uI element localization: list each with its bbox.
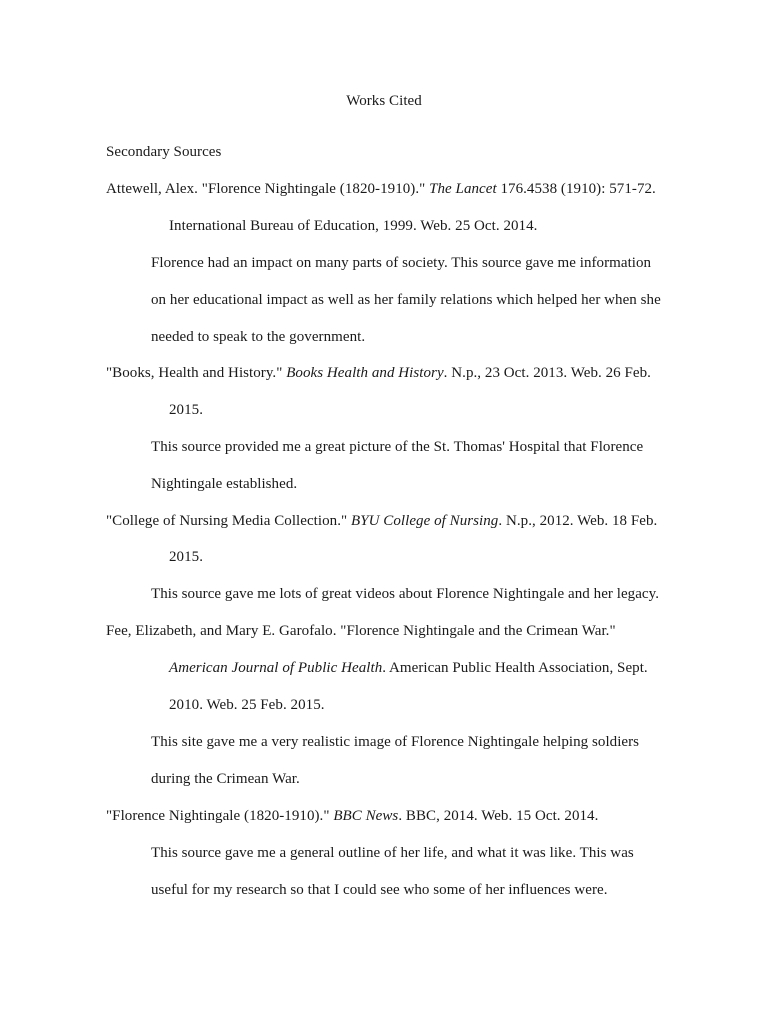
citation-entry-2-line-1 [106,364,651,382]
citation-text: "Florence Nightingale (1820-1910)." [106,808,334,824]
citation-text: Attewell, Alex. "Florence Nightingale (1820-1910)." [106,181,430,197]
page-title: Works Cited [346,93,422,109]
annotation-entry-4-line-2: during the Crimean War. [151,771,300,787]
citation-entry-1-line-1 [106,180,656,198]
citation-entry-3-line-1 [106,512,657,530]
citation-entry-4-line-2 [169,659,648,677]
annotation-entry-5-line-1: This source gave me a general outline of her life, and what it was like. This was [151,845,634,861]
annotation-entry-4-line-1: This site gave me a very realistic image of Florence Nightingale helping soldiers [151,734,640,750]
citation-text: . American Public Health Association, Sept. [382,660,648,676]
citation-text: . N.p., 23 Oct. 2013. Web. 26 Feb. [443,365,651,381]
citation-entry-2-line-2: 2015. [169,402,203,418]
annotation-entry-1-line-3: needed to speak to the government. [151,329,366,345]
citation-italic-title: BYU College of Nursing [351,513,499,529]
annotation-entry-2-line-2: Nightingale established. [151,476,298,492]
citation-italic-title: The Lancet [429,181,497,197]
annotation-entry-3-line-1: This source gave me lots of great videos about Florence Nightingale and her legacy. [151,586,660,602]
annotation-entry-1-line-2: on her educational impact as well as her family relations which helped her when she [151,292,661,308]
citation-entry-1-line-2: International Bureau of Education, 1999. Web. 25 Oct. 2014. [169,218,538,234]
annotation-entry-1-line-1: Florence had an impact on many parts of society. This source gave me information [151,255,652,271]
citation-text: 176.4538 (1910): 571-72. [496,181,656,197]
citation-italic-title: American Journal of Public Health [169,660,383,676]
citation-text: . BBC, 2014. Web. 15 Oct. 2014. [398,808,599,824]
citation-entry-4-line-1: Fee, Elizabeth, and Mary E. Garofalo. "Florence Nightingale and the Crimean War." [106,623,616,639]
annotation-entry-2-line-1: This source provided me a great picture of the St. Thomas' Hospital that Florence [151,439,644,455]
citation-entry-5-line-1 [106,807,598,825]
citation-entry-4-line-3: 2010. Web. 25 Feb. 2015. [169,697,325,713]
citation-italic-title: BBC News [333,808,399,824]
citation-text: "College of Nursing Media Collection." [106,513,351,529]
citation-entry-3-line-2: 2015. [169,549,203,565]
citation-text: "Books, Health and History." [106,365,287,381]
annotation-entry-5-line-2: useful for my research so that I could see who some of her influences were. [151,882,608,898]
section-heading: Secondary Sources [106,144,222,160]
citation-italic-title: Books Health and History [286,365,444,381]
citation-text: . N.p., 2012. Web. 18 Feb. [498,513,658,529]
